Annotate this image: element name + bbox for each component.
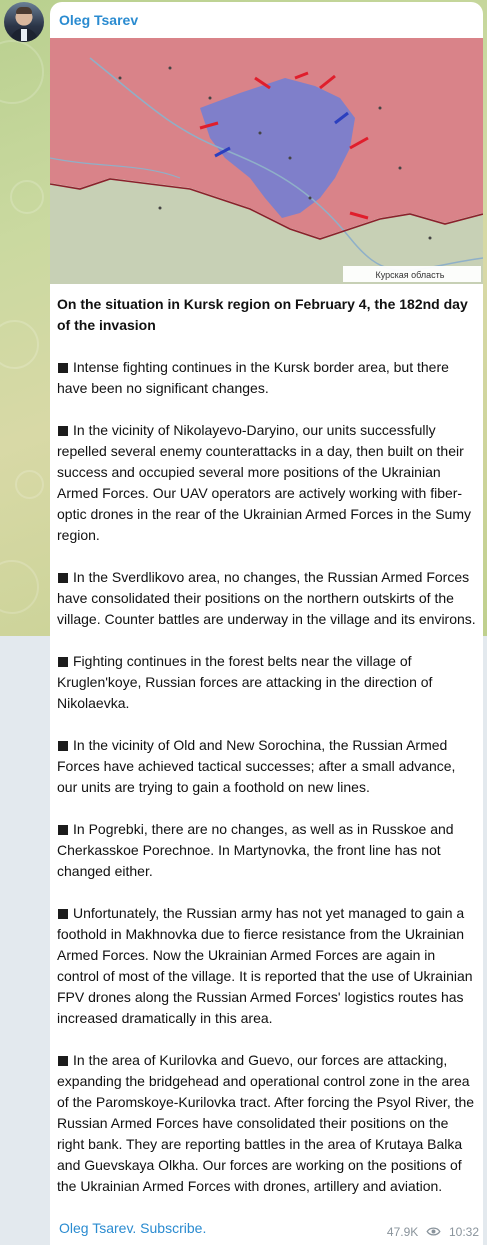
post-paragraph: In the vicinity of Old and New Sorochina, the Russian Armed Forces have achieved tactical successes; after a small advance, our units are trying to gain a foothold on new lines. xyxy=(57,737,456,795)
black-square-bullet-icon xyxy=(58,657,68,667)
channel-avatar[interactable] xyxy=(4,2,44,42)
post-paragraph: Fighting continues in the forest belts near the village of Kruglen'koye, Russian forces are attacking in the direction of Nikolaevka. xyxy=(57,653,433,711)
post-paragraph: Unfortunately, the Russian army has not yet managed to gain a foothold in Makhnovka due to fierce resistance from the Ukrainian Armed Forces. Now the Ukrainian Armed Forces are again in control of most of the village. It is reported that the use of Ukrainian FPV drones along the Russian Armed Forces' logistics routes has increased dramatically in this area. xyxy=(57,905,473,1026)
post-body xyxy=(57,294,477,1218)
black-square-bullet-icon xyxy=(58,363,68,373)
subscribe-link[interactable]: Oleg Tsarev. Subscribe. xyxy=(59,1220,207,1236)
black-square-bullet-icon xyxy=(58,909,68,919)
message-meta xyxy=(387,1224,479,1239)
post-paragraph: In the area of Kurilovka and Guevo, our forces are attacking, expanding the bridgehead and operational control zone in the area of the Paromskoye-Kurilovka tract. After forcing the Psyol River, the Russian Armed Forces have consolidated their positions on the right bank. They are reporting battles in the area of Krutaya Balka and Guevskaya Olkha. Our forces are working on the positions of the Ukrainian Armed Forces with drones, artillery and aviation. xyxy=(57,1052,475,1194)
black-square-bullet-icon xyxy=(58,825,68,835)
message-bubble xyxy=(50,2,483,1245)
post-paragraph: Intense fighting continues in the Kursk border area, but there have been no significant changes. xyxy=(57,359,449,396)
post-title: On the situation in Kursk region on February 4, the 182nd day of the invasion xyxy=(57,296,468,333)
sender-name[interactable]: Oleg Tsarev xyxy=(59,12,139,28)
post-paragraph: In the Sverdlikovo area, no changes, the Russian Armed Forces have consolidated their positions on the northern outskirts of the village. Counter battles are underway in the village and its environs. xyxy=(57,569,476,627)
post-paragraph: In the vicinity of Nikolayevo-Daryino, our units successfully repelled several enemy counterattacks in a day, then built on their success and occupied several more positions of the Ukrainian Armed Forces. Our UAV operators are actively working with fiber-optic drones in the rear of the Ukrainian Armed Forces in the Sumy region. xyxy=(57,422,471,543)
black-square-bullet-icon xyxy=(58,426,68,436)
black-square-bullet-icon xyxy=(58,741,68,751)
black-square-bullet-icon xyxy=(58,573,68,583)
black-square-bullet-icon xyxy=(58,1056,68,1066)
eye-icon xyxy=(426,1227,441,1236)
map-caption: Курская область xyxy=(375,270,445,280)
post-paragraph: In Pogrebki, there are no changes, as well as in Russkoe and Cherkasskoe Porechnoe. In Martynovka, the front line has not changed either. xyxy=(57,821,454,879)
view-count: 47.9K xyxy=(386,1224,419,1239)
attached-map-image[interactable] xyxy=(50,38,483,284)
message-time: 10:32 xyxy=(448,1224,479,1239)
